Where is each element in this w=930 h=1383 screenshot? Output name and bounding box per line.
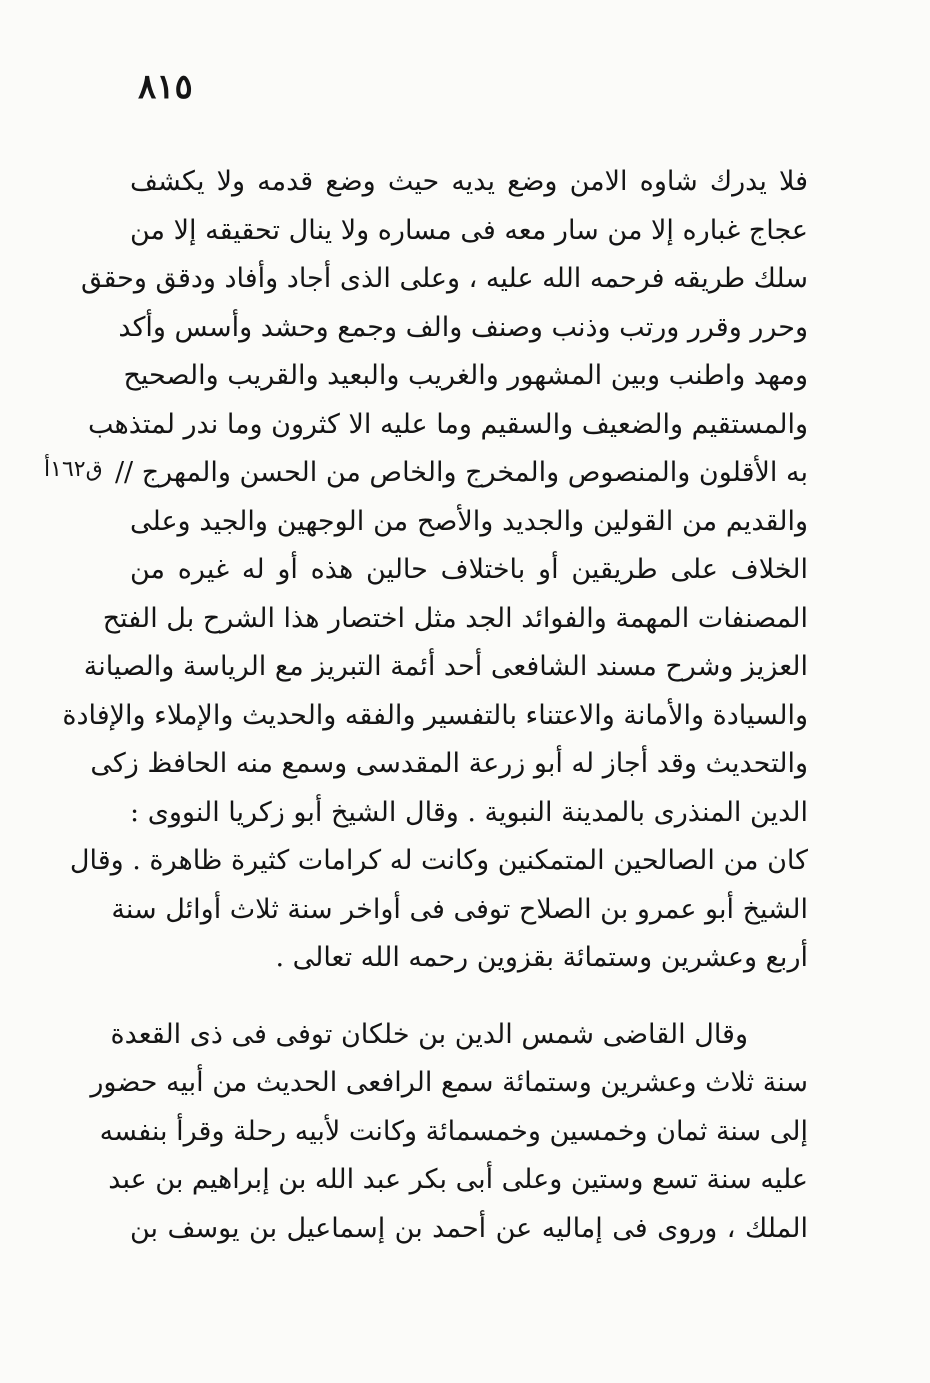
text-line: عليه سنة تسع وستين وعلى أبى بكر عبد الله بن إبراهيم بن عبد [108,1164,808,1195]
text-line: به الأقلون والمنصوص والمخرج والخاص من الحسن والمهرج // [114,457,808,488]
text-line: وقال القاضى شمس الدين بن خلكان توفى فى ذى القعدة [110,1018,748,1050]
text-line: العزيز وشرح مسند الشافعى أحد أئمة التبريز مع الرياسة والصيانة [83,651,808,682]
text-line: سلك طريقه فرحمه الله عليه ، وعلى الذى أجاد وأفاد ودقق وحقق [80,263,808,294]
text-line: كان من الصالحين المتمكنين وكانت له كرامات كثيرة ظاهرة . وقال [69,845,808,876]
text-line: والقديم من القولين والجديد والأصح من الوجهين والجيد وعلى [130,505,808,537]
text-line: الملك ، وروى فى إماليه عن أحمد بن إسماعيل بن يوسف بن [130,1212,808,1244]
text-line: سنة ثلاث وعشرين وستمائة سمع الرافعى الحديث من أبيه حضور [90,1067,808,1098]
text-line: الشيخ أبو عمرو بن الصلاح توفى فى أواخر سنة ثلاث أوائل سنة [111,893,808,925]
text-line: الخلاف على طريقين أو باختلاف حالين هذه أو له غيره من [130,554,808,585]
text-line: والتحديث وقد أجاز له أبو زرعة المقدسى وسمع منه الحافظ زكى [90,748,808,779]
text-line: والمستقيم والضعيف والسقيم وما عليه الا كثرون وما ندر لمتذهب [88,408,808,440]
text-line: عجاج غباره إلا من سار معه فى مساره ولا ينال تحقيقه إلا من [130,214,808,246]
margin-folio-note: ق١٦٢أ [44,457,103,482]
page-number: ٨١٥ [138,67,193,107]
text-line: وحرر وقرر ورتب وذنب وصنف والف وجمع وحشد وأسس وأكد [118,311,808,343]
text-line: المصنفات المهمة والفوائد الجد مثل اختصار هذا الشرح بل الفتح [102,602,808,634]
text-line: الدين المنذرى بالمدينة النبوية . وقال الشيخ أبو زكريا النووى : [130,796,808,828]
text-line: أربع وعشرين وستمائة بقزوين رحمه الله تعالى . [275,942,808,973]
text-line: فلا يدرك شاوه الامن وضع يديه حيث وضع قدمه ولا يكشف [130,166,808,197]
paragraph-2 [90,1011,808,1254]
text-line: والسيادة والأمانة والاعتناء بالتفسير والفقه والحديث والإملاء والإفادة [62,699,808,731]
text-line: إلى سنة ثمان وخمسين وخمسمائة وكانت لأبيه رحلة وقرأ بنفسه [99,1115,808,1147]
paragraph-gap [130,983,808,1011]
text-line: ومهد واطنب وبين المشهور والغريب والبعيد والقريب والصحيح [123,360,808,391]
